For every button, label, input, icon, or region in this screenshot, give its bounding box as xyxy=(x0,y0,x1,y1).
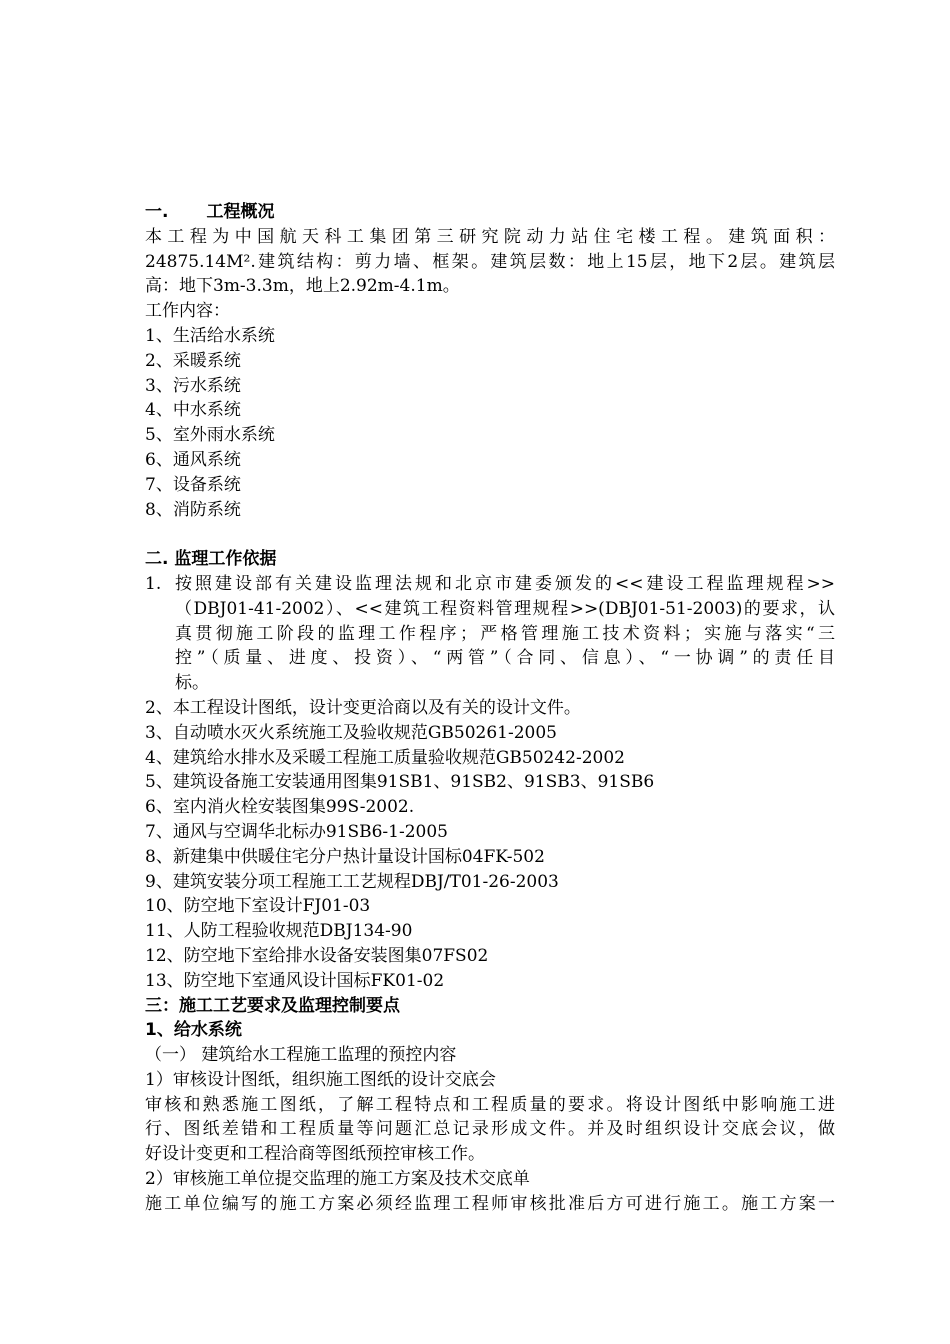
point1-title: 1）审核设计图纸，组织施工图纸的设计交底会 xyxy=(145,1069,496,1090)
section1-heading xyxy=(145,200,835,225)
document-page xyxy=(145,200,835,1217)
list-item: 12、防空地下室给排水设备安装图集07FS02 xyxy=(145,945,489,966)
section3-heading: 三：施工工艺要求及监理控制要点 xyxy=(145,995,400,1016)
list-item: 2、本工程设计图纸，设计变更洽商以及有关的设计文件。 xyxy=(145,697,581,718)
list-item: 7、设备系统 xyxy=(145,474,241,495)
work-content-label: 工作内容： xyxy=(145,301,230,322)
basis-item-1 xyxy=(145,572,835,696)
list-item: 2、采暖系统 xyxy=(145,350,241,371)
list-item: 5、室外雨水系统 xyxy=(145,425,275,446)
list-item: 8、消防系统 xyxy=(145,499,241,520)
overview-line-1: 本工程为中国航天科工集团第三研究院动力站住宅楼工程。建筑面积： xyxy=(145,226,835,247)
basis-item-1-line: 标。 xyxy=(175,673,209,694)
basis-item-1-num: 1. xyxy=(145,573,162,594)
list-item: 7、通风与空调华北标办91SB6-1-2005 xyxy=(145,821,448,842)
overview-line-2: 24875.14M².建筑结构：剪力墙、框架。建筑层数：地上15层，地下2层。建筑层 xyxy=(145,251,835,272)
list-item: 8、新建集中供暖住宅分户热计量设计国标04FK-502 xyxy=(145,846,545,867)
list-item: 5、建筑设备施工安装通用图集91SB1、91SB2、91SB3、91SB6 xyxy=(145,772,655,793)
list-item: 6、通风系统 xyxy=(145,449,241,470)
list-item: 10、防空地下室设计FJ01-03 xyxy=(145,896,371,917)
spacer xyxy=(145,522,835,547)
point1-line: 好设计变更和工程洽商等图纸预控审核工作。 xyxy=(145,1144,485,1165)
section1-heading-text: 工程概况 xyxy=(206,202,275,222)
point2-title: 2）审核施工单位提交监理的施工方案及技术交底单 xyxy=(145,1169,530,1190)
list-item: 13、防空地下室通风设计国标FK01-02 xyxy=(145,970,445,991)
list-item: 4、建筑给水排水及采暖工程施工质量验收规范GB50242-2002 xyxy=(145,747,625,768)
list-item: 9、建筑安装分项工程施工工艺规程DBJ/T01-26-2003 xyxy=(145,871,559,892)
list-item: 4、中水系统 xyxy=(145,400,241,421)
list-item: 6、室内消火栓安装图集99S-2002. xyxy=(145,797,415,818)
basis-item-1-line: 控”（质量、进度、投资）、“两管”（合同、信息）、“一协调”的责任目 xyxy=(175,648,835,669)
basis-item-1-line: （DBJ01-41-2002）、<<建筑工程资料管理规程>>(DBJ01-51-2003)的要求，认 xyxy=(175,598,835,619)
list-item: 3、自动喷水灭火系统施工及验收规范GB50261-2005 xyxy=(145,722,557,743)
basis-item-1-line: 真贯彻施工阶段的监理工作程序；严格管理施工技术资料；实施与落实“三 xyxy=(175,623,835,644)
section3-sub-sub-heading: （一） 建筑给水工程施工监理的预控内容 xyxy=(145,1045,457,1066)
point1-line: 审核和熟悉施工图纸，了解工程特点和工程质量的要求。将设计图纸中影响施工进 xyxy=(145,1094,835,1115)
section1-heading-num: 一. xyxy=(145,202,169,222)
section2-heading: 二. 监理工作依据 xyxy=(145,549,277,570)
list-item: 3、污水系统 xyxy=(145,375,241,396)
list-item: 11、人防工程验收规范DBJ134-90 xyxy=(145,921,413,942)
point2-line: 施工单位编写的施工方案必须经监理工程师审核批准后方可进行施工。施工方案一 xyxy=(145,1193,835,1214)
list-item: 1、生活给水系统 xyxy=(145,325,275,346)
overview-line-3: 高：地下3m-3.3m，地上2.92m-4.1m。 xyxy=(145,276,460,297)
point1-line: 行、图纸差错和工程质量等问题汇总记录形成文件。并及时组织设计交底会议，做 xyxy=(145,1119,835,1140)
basis-item-1-line: 按照建设部有关建设监理法规和北京市建委颁发的<<建设工程监理规程>> xyxy=(175,573,835,594)
section3-sub-heading: 1、给水系统 xyxy=(145,1020,242,1041)
